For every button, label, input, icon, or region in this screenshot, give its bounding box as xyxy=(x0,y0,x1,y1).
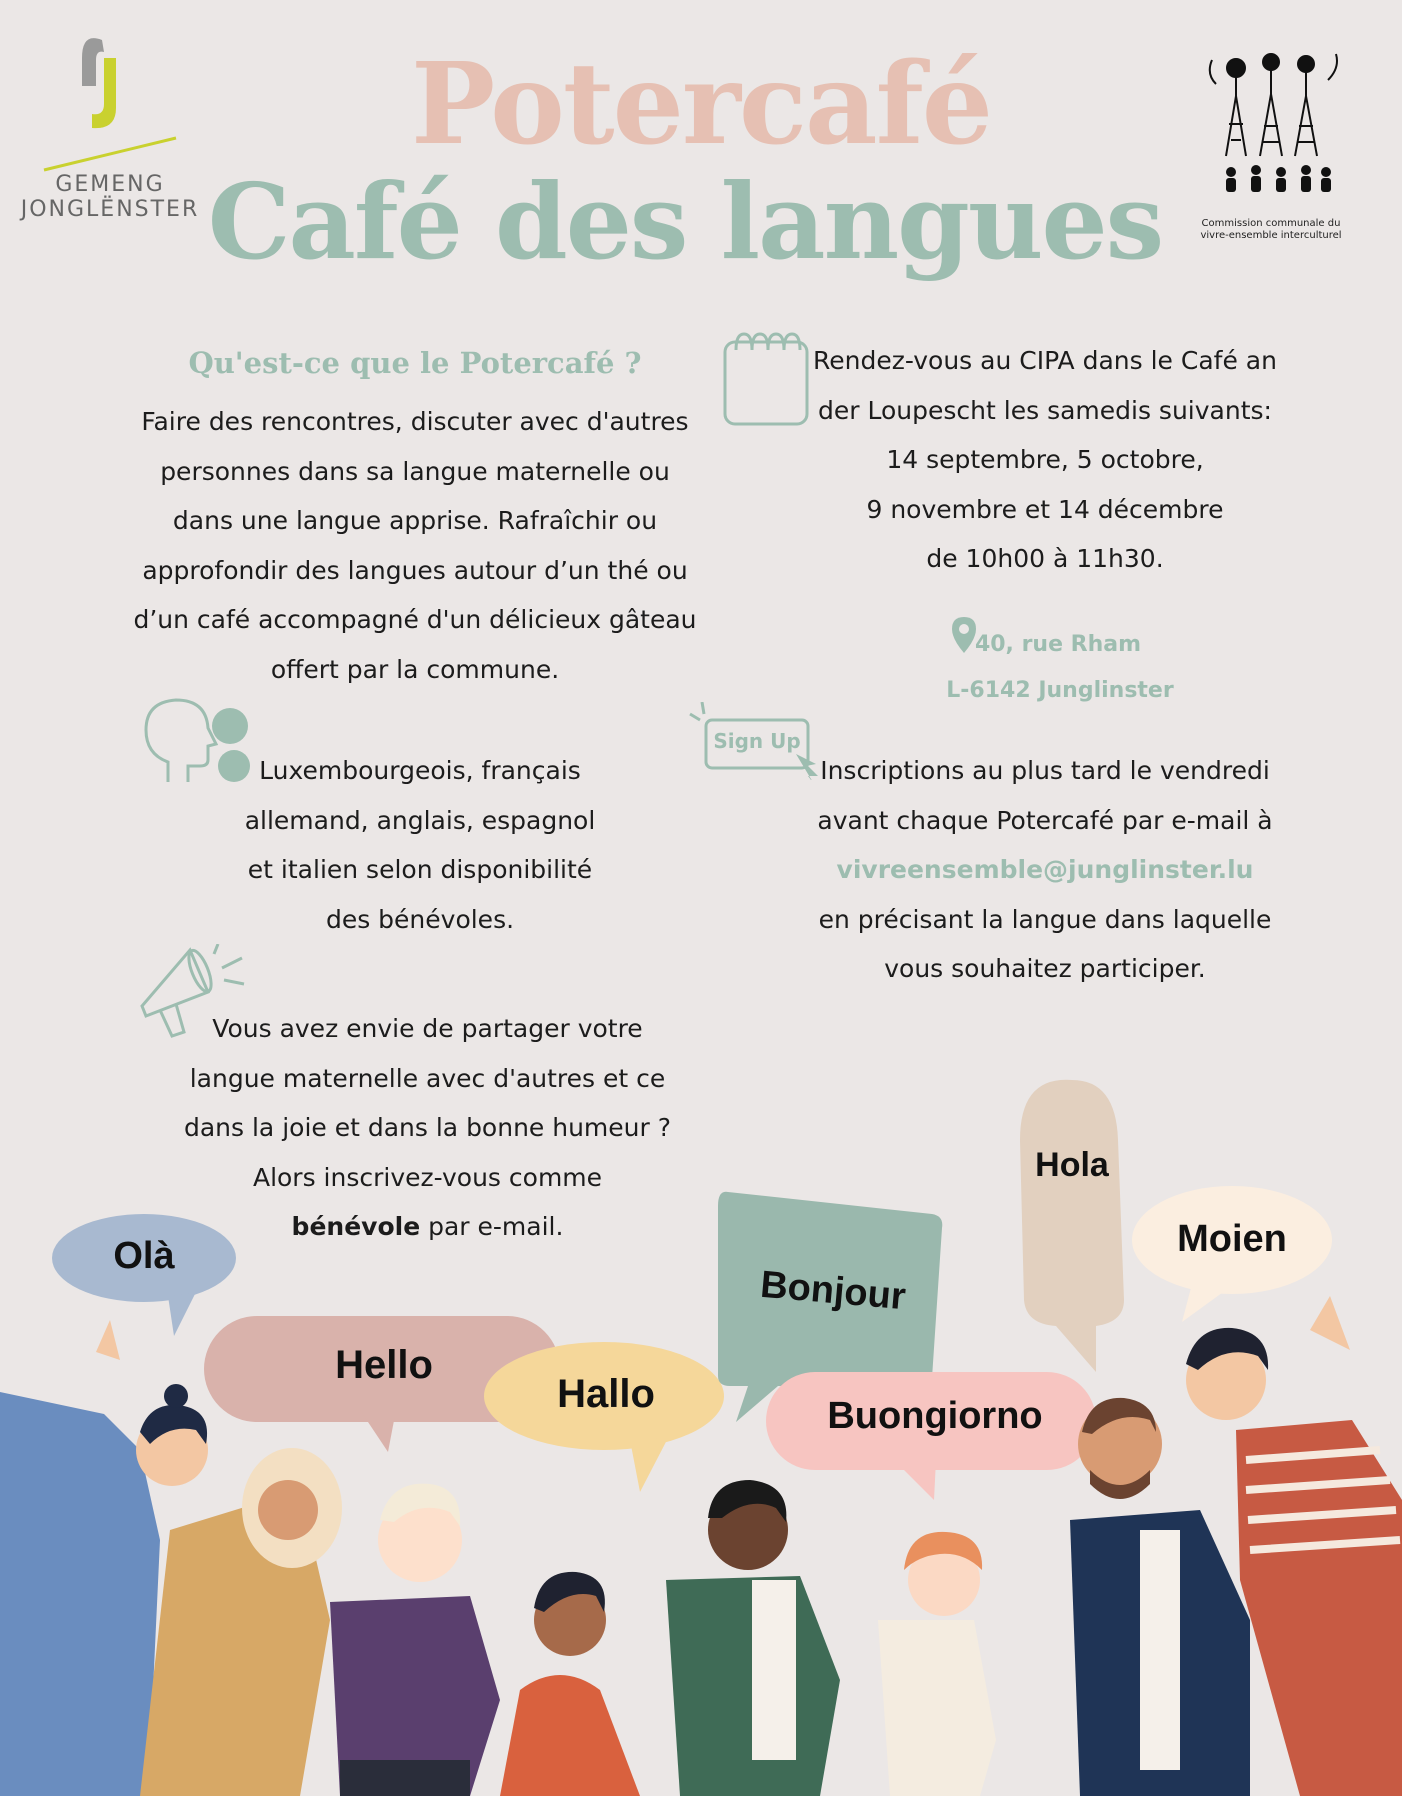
address-city: L-6142 Junglinster xyxy=(946,678,1174,703)
volunteer-bold-word: bénévole xyxy=(291,1212,421,1241)
title-potercafe: Potercafé xyxy=(410,39,992,170)
greeting-moien: Moien xyxy=(1177,1218,1287,1260)
volunteer-line: langue maternelle avec d'autres et ce xyxy=(189,1063,666,1093)
signup-line2: avant chaque Potercafé par e-mail à xyxy=(817,805,1273,835)
signup-email[interactable]: vivreensemble@junglinster.lu xyxy=(836,855,1254,884)
address-street: 40, rue Rham xyxy=(974,632,1142,657)
about-line: offert par la commune. xyxy=(270,654,560,684)
signup-line4: vous souhaitez participer. xyxy=(884,954,1206,983)
volunteer-last-rest: par e-mail. xyxy=(420,1212,564,1241)
people-greetings-illustration xyxy=(0,1060,1402,1796)
about-line: Faire des rencontres, discuter avec d'autres xyxy=(141,407,689,436)
volunteer-line: Alors inscrivez-vous comme xyxy=(252,1162,603,1192)
greeting-hello: Hello xyxy=(335,1343,433,1387)
commission-line2: vivre-ensemble interculturel xyxy=(1200,230,1342,241)
signup-text xyxy=(800,746,1290,994)
greeting-buongiorno: Buongiorno xyxy=(827,1395,1043,1437)
greeting-hola: Hola xyxy=(1035,1146,1109,1184)
about-heading: Qu'est-ce que le Potercafé ? xyxy=(188,346,642,380)
commission-line1: Commission communale du xyxy=(1201,218,1341,229)
languages-line: des bénévoles. xyxy=(325,904,515,934)
schedule-line: 9 novembre et 14 décembre xyxy=(866,494,1224,524)
schedule-line: Rendez-vous au CIPA dans le Café an xyxy=(813,346,1277,375)
calendar-icon xyxy=(722,328,812,428)
about-line: dans une langue apprise. Rafraîchir ou xyxy=(172,506,658,535)
schedule-line: der Loupescht les samedis suivants: xyxy=(818,395,1272,425)
greeting-bonjour: Bonjour xyxy=(758,1263,908,1319)
greeting-hallo: Hallo xyxy=(557,1372,655,1416)
volunteer-line: dans la joie et dans la bonne humeur ? xyxy=(183,1113,672,1142)
title-cafe-des-langues: Café des langues xyxy=(207,160,1163,283)
greeting-ola: Olà xyxy=(113,1235,175,1277)
about-text xyxy=(110,397,720,694)
schedule-line: 14 septembre, 5 octobre, xyxy=(886,445,1204,474)
schedule-line: de 10h00 à 11h30. xyxy=(926,544,1164,573)
signup-badge-label: Sign Up xyxy=(713,729,801,753)
languages-line: allemand, anglais, espagnol xyxy=(244,805,596,835)
volunteer-line: Vous avez envie de partager votre xyxy=(212,1014,643,1043)
languages-text xyxy=(225,746,615,944)
about-line: personnes dans sa langue maternelle ou xyxy=(160,456,670,486)
schedule-text xyxy=(805,336,1285,584)
commune-logo-line2: JONGLËNSTER xyxy=(20,197,200,222)
signup-line1: Inscriptions au plus tard le vendredi xyxy=(820,756,1270,785)
languages-line: et italien selon disponibilité xyxy=(247,855,593,884)
commune-logo-line1: GEMENG xyxy=(55,172,165,197)
about-line: approfondir des langues autour d’un thé ou xyxy=(142,555,688,585)
signup-line3: en précisant la langue dans laquelle xyxy=(818,904,1272,934)
languages-line: Luxembourgeois, français xyxy=(259,756,581,785)
about-line: d’un café accompagné d'un délicieux gâteau xyxy=(133,605,697,634)
